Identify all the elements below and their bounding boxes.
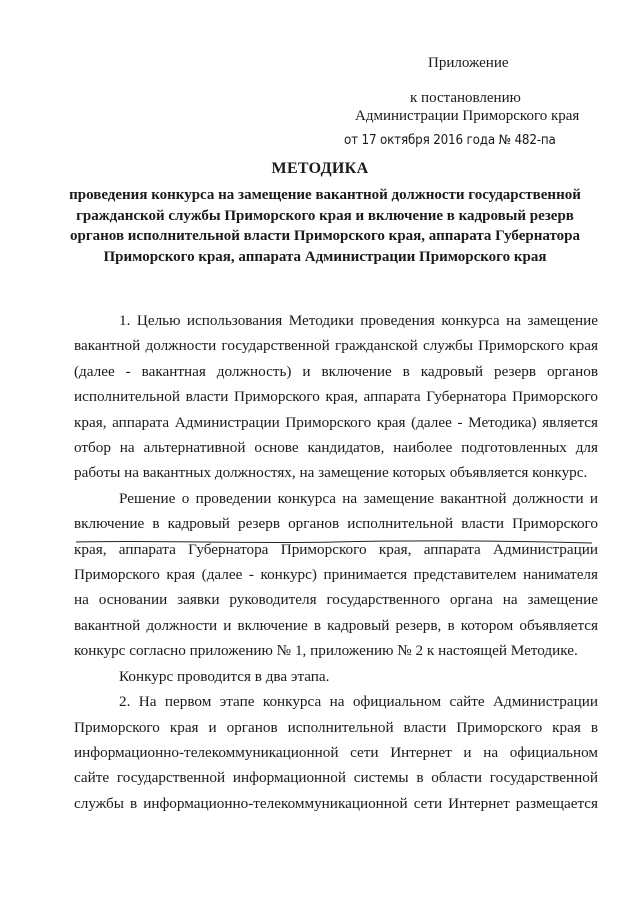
body-line: Конкурс проводится в два этапа.: [119, 667, 330, 685]
appendix-to-resolution: к постановлению: [410, 90, 521, 106]
appendix-administration: Администрации Приморского края: [355, 108, 580, 124]
body-line: Решение о проведении конкурса на замещение вакантной должности и: [119, 489, 598, 507]
subtitle-line: органов исполнительной власти Приморского края, аппарата Губернатора: [70, 228, 580, 244]
body-line: сайте государственной информационной системы в области государственной: [74, 769, 598, 787]
subtitle-line: гражданской службы Приморского края и включение в кадровый резерв: [76, 207, 574, 224]
body-line: 2. На первом этапе конкурса на официальном сайте Администрации: [119, 693, 598, 711]
body-line: отбор на альтернативной основе кандидатов, наиболее подготовленных для: [74, 439, 598, 457]
body-line: службы в информационно-телекоммуникационной сети Интернет размещается: [74, 794, 598, 812]
body-line: Приморского края (далее - конкурс) принимается представителем нанимателя: [74, 566, 598, 584]
document-title: МЕТОДИКА: [271, 160, 369, 177]
document-subtitle: [40, 185, 610, 267]
body-line: исполнительной власти Приморского края, аппарата Губернатора Приморского: [74, 388, 598, 406]
body-line: 1. Целью использования Методики проведения конкурса на замещение: [119, 312, 598, 329]
body-line: включение в кадровый резерв органов исполнительной власти Приморского: [74, 515, 598, 533]
document-body: [74, 308, 598, 816]
body-line: края, аппарата Администрации Приморского края (далее - Методика) является: [74, 413, 598, 431]
body-line: информационно-телекоммуникационной сети Интернет и на официальном: [74, 743, 598, 761]
body-line: Приморского края и органов исполнительной власти Приморского края в: [74, 718, 598, 736]
body-line: вакантной должности и включение в кадровый резерв, в котором объявляется: [74, 616, 598, 634]
body-line: на основании заявки руководителя государственного органа на замещение: [74, 591, 598, 609]
body-line: вакантной должности государственной гражданской службы Приморского края: [74, 337, 598, 355]
body-line: работы на вакантных должностях, на замещение которых объявляется конкурс.: [74, 464, 588, 482]
subtitle-line: проведения конкурса на замещение вакантной должности государственной: [69, 187, 581, 203]
body-line: края, аппарата Губернатора Приморского края, аппарата Администрации: [74, 540, 598, 558]
appendix-date-number: от 17 октября 2016 года № 482-па: [344, 133, 556, 148]
appendix-title: Приложение: [428, 55, 509, 71]
body-line: (далее - вакантная должность) и включение в кадровый резерв органов: [74, 362, 598, 380]
subtitle-line: Приморского края, аппарата Администрации Приморского края: [103, 248, 547, 265]
body-line: конкурс согласно приложению № 1, приложению № 2 к настоящей Методике.: [74, 642, 578, 660]
